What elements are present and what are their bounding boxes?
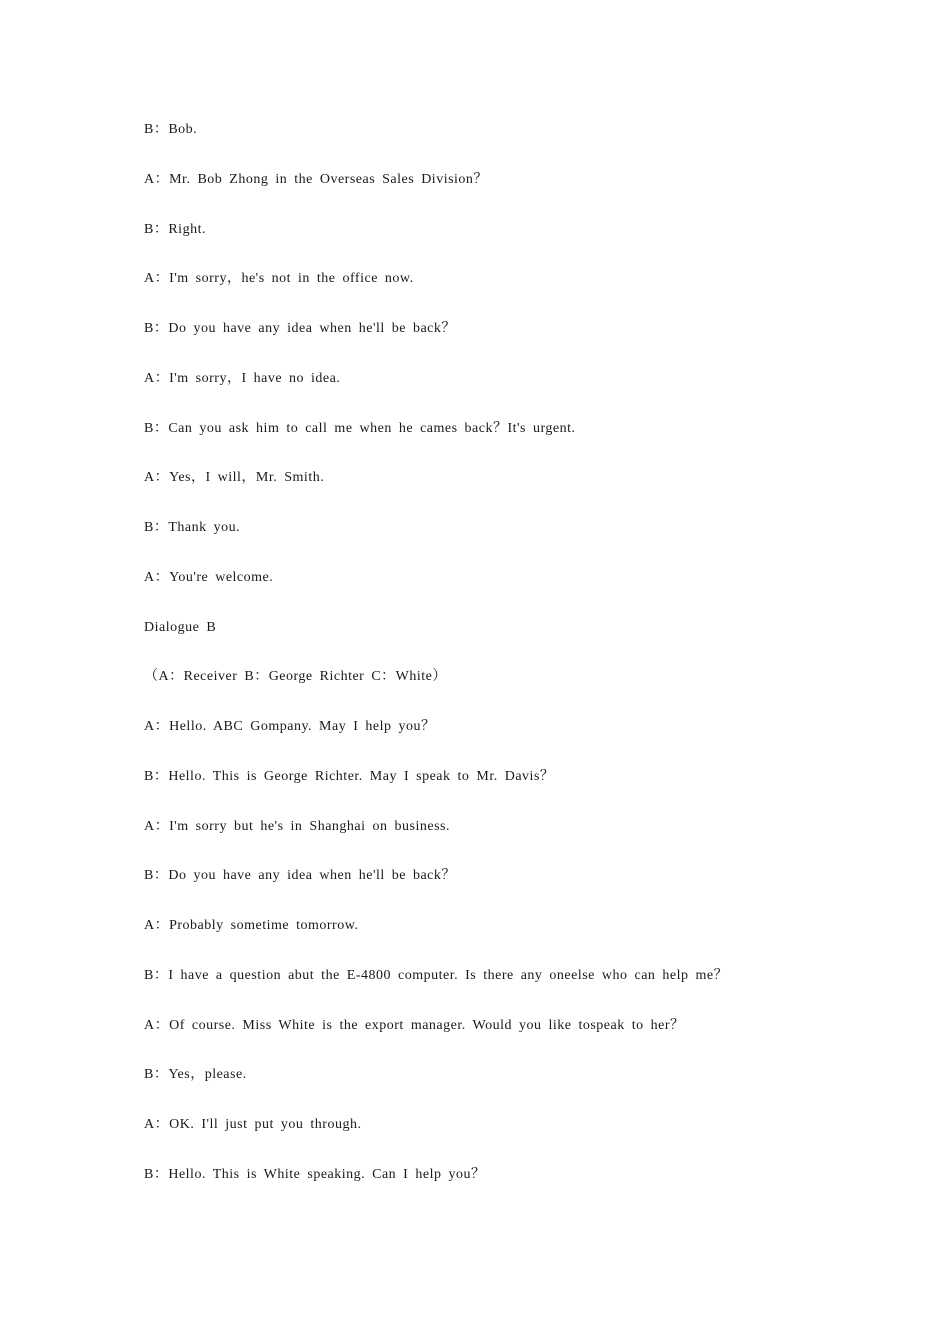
dialogue-line: A：Of course. Miss White is the export manager. Would you like tospeak to her？ xyxy=(144,1017,685,1033)
dialogue-line: B：I have a question abut the E-4800 computer. Is there any oneelse who can help me？ xyxy=(144,967,729,983)
dialogue-line: B：Can you ask him to call me when he cames back？It's urgent. xyxy=(144,420,576,436)
dialogue-line: B：Right. xyxy=(144,221,206,237)
dialogue-line: B：Bob. xyxy=(144,122,198,137)
dialogue-line: B：Do you have any idea when he'll be back？ xyxy=(144,868,456,884)
dialogue-heading: Dialogue B xyxy=(144,619,217,635)
dialogue-line: A：Yes，I will，Mr. Smith. xyxy=(144,470,325,486)
dialogue-line: A：I'm sorry，he's not in the office now. xyxy=(144,271,414,287)
dialogue-line: B：Hello. This is White speaking. Can I help you？ xyxy=(144,1166,486,1182)
dialogue-line: A：Probably sometime tomorrow. xyxy=(144,918,359,933)
dialogue-line: A：OK. I'll just put you through. xyxy=(144,1117,362,1132)
dialogue-line: B：Yes，please. xyxy=(144,1067,247,1083)
dialogue-line: A：Mr. Bob Zhong in the Overseas Sales Division？ xyxy=(144,171,488,187)
dialogue-line: A：I'm sorry but he's in Shanghai on business. xyxy=(144,818,450,834)
dialogue-line: A：You're welcome. xyxy=(144,569,274,585)
dialogue-line: A：Hello. ABC Gompany. May I help you？ xyxy=(144,719,436,734)
dialogue-line: A：I'm sorry，I have no idea. xyxy=(144,370,341,386)
dialogue-participants: （A：Receiver B：George Richter C：White） xyxy=(144,669,447,685)
dialogue-line: B：Do you have any idea when he'll be back？ xyxy=(144,321,456,336)
dialogue-line: B：Thank you. xyxy=(144,520,241,535)
dialogue-text xyxy=(144,120,844,1215)
dialogue-line: B：Hello. This is George Richter. May I speak to Mr. Davis？ xyxy=(144,768,555,784)
